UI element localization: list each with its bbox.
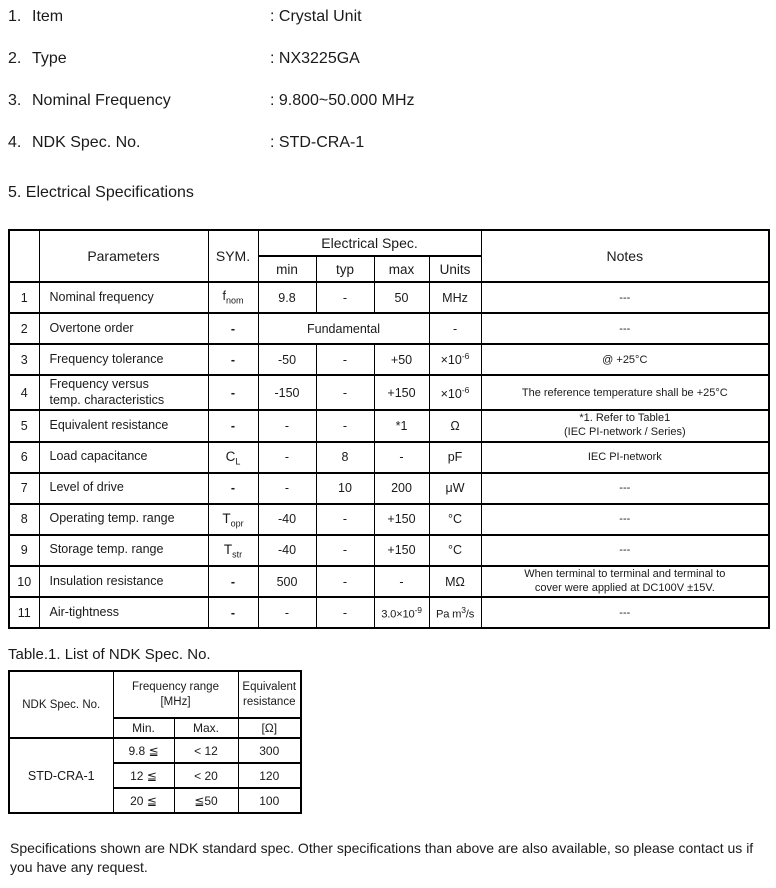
row-number: 1 (9, 282, 39, 313)
row-number: 5 (9, 410, 39, 442)
parameter-cell (39, 473, 208, 504)
row-number: 7 (9, 473, 39, 504)
spanned-value-cell: Fundamental (258, 313, 429, 344)
units-cell: $\times 10^{-6}$ (429, 375, 481, 410)
table-row (9, 375, 769, 410)
item-label: Nominal Frequency (32, 92, 171, 109)
item-number: 2. (8, 50, 22, 67)
symbol-subscript: opr (230, 518, 244, 528)
notes-cell: --- (481, 473, 769, 504)
min-cell: - (258, 473, 316, 504)
note-line: When terminal to terminal and terminal to (524, 567, 726, 580)
max-cell: *1 (374, 410, 429, 442)
typ-cell: - (316, 504, 374, 535)
parameter-cell (39, 504, 208, 535)
units-cell: Pa $m^3/s$ (429, 597, 481, 628)
notes-cell: The reference temperature shall be +25°C (481, 375, 769, 410)
row-number: 11 (9, 597, 39, 628)
param-line: temp. characteristics (49, 392, 165, 407)
footer-note: Specifications shown are NDK standard spec. Other specifications than above are also available, so please contact us if you have any request. (10, 840, 754, 876)
parameter-cell (39, 566, 208, 598)
max-cell: 200 (374, 473, 429, 504)
units-cell: μW (429, 473, 481, 504)
units-cell: - (429, 313, 481, 344)
symbol-subscript: str (232, 549, 243, 559)
item-label: Type (32, 50, 67, 67)
spec-header-row (9, 230, 769, 256)
typ-cell: 8 (316, 442, 374, 473)
frequency-range-header: Frequency range [MHz] (113, 671, 238, 718)
symbol-cell: - (208, 410, 258, 442)
spec-no-cell: STD-CRA-1 (9, 738, 113, 813)
notes-cell: IEC PI-network (481, 442, 769, 473)
header-item-label (8, 92, 270, 110)
header-item-4 (8, 134, 768, 153)
table-row (9, 282, 769, 313)
symbol-cell: $T_{str}$ (208, 535, 258, 566)
notes-cell: --- (481, 504, 769, 535)
symbol-subscript: L (235, 456, 241, 466)
notes-cell: --- (481, 282, 769, 313)
symbol-cell: - (208, 566, 258, 598)
header-item-1 (8, 8, 768, 27)
units-cell: Ω (429, 410, 481, 442)
typ-cell: - (316, 535, 374, 566)
symbol-cell: - (208, 597, 258, 628)
parameter-cell (39, 375, 208, 410)
note-line: *1. Refer to Table1 (579, 412, 671, 425)
equivalent-resistance-header: Equivalent resistance (238, 671, 301, 718)
symbol-cell: $C_L$ (208, 442, 258, 473)
max-cell: +50 (374, 344, 429, 375)
table-row (9, 344, 769, 375)
resistance-cell: 100 (238, 788, 301, 813)
param-line: Storage temp. range (49, 542, 164, 557)
item-value: : 9.800~50.000 MHz (270, 92, 415, 109)
notes-cell (481, 410, 769, 442)
header-item-3 (8, 92, 768, 111)
max-superscript: -9 (414, 604, 422, 615)
row-number: 2 (9, 313, 39, 344)
symbol-cell: $T_{opr}$ (208, 504, 258, 535)
notes-cell: --- (481, 313, 769, 344)
units-cell: $\times 10^{-6}$ (429, 344, 481, 375)
symbol-cell: - (208, 313, 258, 344)
row-number: 4 (9, 375, 39, 410)
param-line: Nominal frequency (49, 289, 154, 304)
resistance-cell: 120 (238, 763, 301, 788)
max-cell: - (374, 442, 429, 473)
table-row (9, 442, 769, 473)
min-header: min (258, 256, 316, 282)
notes-cell (481, 566, 769, 598)
units-cell: °C (429, 535, 481, 566)
note-line: cover were applied at DC100V ±15V. (534, 581, 715, 594)
max-cell: 50 (374, 282, 429, 313)
param-line: Frequency versus (49, 377, 149, 391)
typ-header: typ (316, 256, 374, 282)
sym-header: SYM. (208, 230, 258, 282)
min-cell: -40 (258, 535, 316, 566)
max-cell: +150 (374, 535, 429, 566)
table1-caption: Table.1. List of NDK Spec. No. (8, 646, 211, 664)
table-row (9, 738, 301, 763)
table-row (9, 313, 769, 344)
param-line: Level of drive (49, 480, 124, 495)
max-cell: $3.0\times 10^{-9}$ (374, 597, 429, 628)
section-title: 5. Electrical Specifications (8, 184, 194, 201)
notes-cell: --- (481, 597, 769, 628)
ndk-spec-no-table (8, 670, 302, 814)
row-number: 8 (9, 504, 39, 535)
min-cell: -50 (258, 344, 316, 375)
typ-cell: - (316, 410, 374, 442)
max-header: max (374, 256, 429, 282)
table-row (9, 504, 769, 535)
units-cell: °C (429, 504, 481, 535)
table-row (9, 473, 769, 504)
item-number: 4. (8, 134, 22, 151)
param-line: Load capacitance (49, 449, 148, 464)
freq-min-cell: 20 ≦ (113, 788, 174, 813)
param-line: Frequency tolerance (49, 351, 164, 366)
notes-cell: --- (481, 535, 769, 566)
max-cell: - (374, 566, 429, 598)
item-value: : STD-CRA-1 (270, 134, 365, 151)
notes-header: Notes (481, 230, 769, 282)
freq-max-cell: < 12 (174, 738, 238, 763)
header-item-label (8, 134, 270, 152)
parameter-cell (39, 410, 208, 442)
freq-max-cell: ≦50 (174, 788, 238, 813)
parameters-header: Parameters (39, 230, 208, 282)
parameter-cell (39, 344, 208, 375)
min-header: Min. (113, 718, 174, 738)
spec-no-header: NDK Spec. No. (9, 671, 113, 738)
item-label: Item (32, 8, 64, 25)
typ-cell: - (316, 597, 374, 628)
param-line: Operating temp. range (49, 511, 175, 526)
units-cell: MHz (429, 282, 481, 313)
freq-min-cell: 9.8 ≦ (113, 738, 174, 763)
note-line: (IEC PI-network / Series) (563, 426, 686, 438)
electrical-spec-table (8, 229, 770, 629)
item-number: 3. (8, 92, 22, 109)
min-cell: - (258, 410, 316, 442)
symbol-cell: $f_{nom}$ (208, 282, 258, 313)
units-header: Units (429, 256, 481, 282)
header-item-2 (8, 50, 768, 69)
row-number: 3 (9, 344, 39, 375)
item-label: NDK Spec. No. (32, 134, 141, 151)
parameter-cell (39, 535, 208, 566)
max-cell: +150 (374, 504, 429, 535)
param-line: Overtone order (49, 320, 134, 335)
param-line: Air-tightness (49, 604, 119, 619)
row-number: 10 (9, 566, 39, 598)
typ-cell: 10 (316, 473, 374, 504)
typ-cell: - (316, 282, 374, 313)
item-value: : NX3225GA (270, 50, 360, 67)
min-cell: - (258, 442, 316, 473)
min-cell: - (258, 597, 316, 628)
units-superscript: 3 (461, 604, 466, 615)
parameter-cell (39, 313, 208, 344)
typ-cell: - (316, 375, 374, 410)
symbol-cell: - (208, 344, 258, 375)
table-row (9, 566, 769, 598)
param-line: Insulation resistance (49, 573, 164, 588)
units-cell: pF (429, 442, 481, 473)
row-number: 6 (9, 442, 39, 473)
units-superscript: -6 (461, 384, 470, 395)
typ-cell: - (316, 344, 374, 375)
max-header: Max. (174, 718, 238, 738)
table-row (9, 597, 769, 628)
electrical-spec-header: Electrical Spec. (258, 230, 481, 256)
typ-cell: - (316, 566, 374, 598)
notes-cell: @ +25°C (481, 344, 769, 375)
table-row (9, 410, 769, 442)
symbol-cell: - (208, 473, 258, 504)
symbol-cell: - (208, 375, 258, 410)
symbol-subscript: nom (225, 295, 244, 306)
ohm-header: [Ω] (238, 718, 301, 738)
row-number: 9 (9, 535, 39, 566)
min-cell: -150 (258, 375, 316, 410)
parameter-cell (39, 442, 208, 473)
units-superscript: -6 (461, 351, 470, 362)
min-cell: -40 (258, 504, 316, 535)
parameter-cell (39, 282, 208, 313)
row-number-header (9, 230, 39, 282)
item-number: 1. (8, 8, 22, 25)
header-item-label (8, 50, 270, 68)
resistance-cell: 300 (238, 738, 301, 763)
table1-header-row (9, 671, 301, 718)
header-item-label (8, 8, 270, 26)
item-value: : Crystal Unit (270, 8, 362, 25)
units-cell: MΩ (429, 566, 481, 598)
freq-max-cell: < 20 (174, 763, 238, 788)
parameter-cell (39, 597, 208, 628)
freq-min-cell: 12 ≦ (113, 763, 174, 788)
table-row (9, 535, 769, 566)
min-cell: 9.8 (258, 282, 316, 313)
param-line: Equivalent resistance (49, 418, 169, 433)
max-cell: +150 (374, 375, 429, 410)
min-cell: 500 (258, 566, 316, 598)
